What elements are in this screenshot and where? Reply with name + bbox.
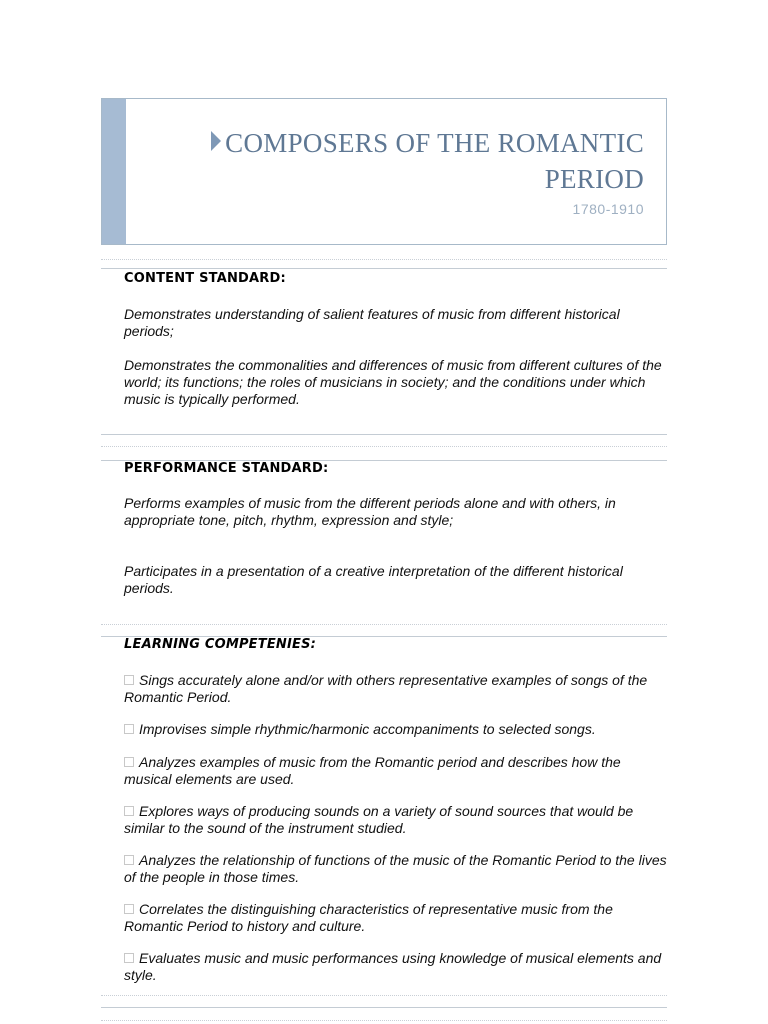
performance-standard-heading: PERFORMANCE STANDARD:	[124, 461, 329, 476]
content-standard-item: Demonstrates understanding of salient features of music from different historical periods;	[124, 306, 620, 339]
title-accent-bar	[102, 99, 126, 244]
learning-competencies-heading: LEARNING COMPETENIES:	[124, 637, 317, 652]
competency-item: Analyzes examples of music from the Romantic period and describes how the musical elements are used.	[124, 754, 621, 787]
competency-item: Analyzes the relationship of functions of the music of the Romantic Period to the lives of the people in those times.	[124, 852, 667, 885]
divider	[101, 624, 667, 625]
checkbox-icon	[124, 806, 134, 816]
page-title	[184, 125, 644, 197]
competency-item: Explores ways of producing sounds on a variety of sound sources that would be similar to the sound of the instrument studied.	[124, 803, 634, 836]
checkbox-icon	[124, 724, 134, 734]
title-line-2: PERIOD	[544, 164, 644, 194]
divider	[101, 1007, 667, 1008]
triangle-bullet-icon	[211, 131, 221, 151]
divider	[101, 268, 667, 269]
checkbox-icon	[124, 757, 134, 767]
competency-item: Sings accurately alone and/or with others representative examples of songs of the Romantic Period.	[124, 672, 648, 705]
checkbox-icon	[124, 855, 134, 865]
performance-standard-item: Participates in a presentation of a creative interpretation of the different historical periods.	[124, 563, 623, 596]
checkbox-icon	[124, 953, 134, 963]
checkbox-icon	[124, 675, 134, 685]
divider	[101, 434, 667, 435]
competency-item: Correlates the distinguishing characteristics of representative music from the Romantic Period to history and culture.	[124, 901, 613, 934]
divider	[101, 446, 667, 447]
content-standard-item: Demonstrates the commonalities and differences of music from different cultures of the world; its functions; the roles of musicians in society; and the conditions under which music is typically performed.	[124, 357, 662, 407]
divider	[101, 259, 667, 260]
competency-item: Evaluates music and music performances using knowledge of musical elements and style.	[124, 950, 662, 983]
competency-item: Improvises simple rhythmic/harmonic accompaniments to selected songs.	[124, 721, 672, 738]
title-line-1: COMPOSERS OF THE ROMANTIC	[225, 128, 644, 158]
divider	[101, 1020, 667, 1021]
performance-standard-item: Performs examples of music from the different periods alone and with others, in appropriate tone, pitch, rhythm, expression and style;	[124, 495, 616, 528]
years-subtitle: 1780-1910	[572, 201, 644, 217]
content-standard-heading: CONTENT STANDARD:	[124, 271, 286, 286]
title-box	[101, 98, 667, 245]
divider	[101, 995, 667, 996]
checkbox-icon	[124, 904, 134, 914]
